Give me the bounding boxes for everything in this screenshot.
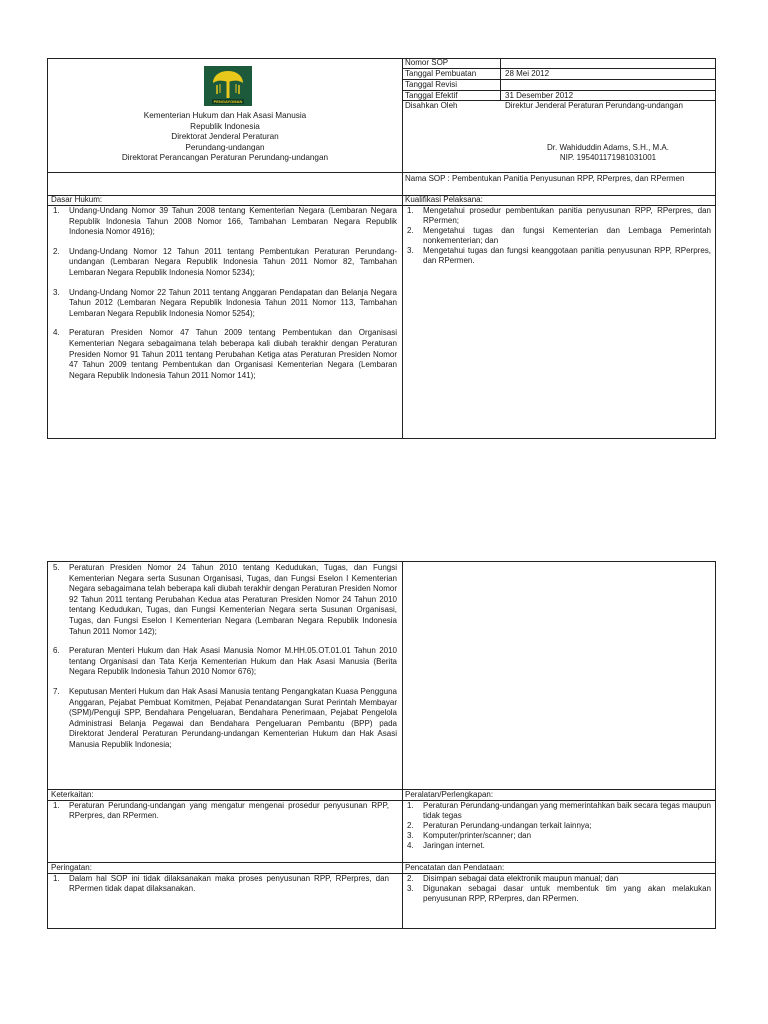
peralatan-title: Peralatan/Perlengkapan: bbox=[405, 790, 494, 799]
list-item bbox=[403, 226, 711, 246]
tanggal-pembuatan-value: 28 Mei 2012 bbox=[505, 69, 550, 78]
list-number: 3. bbox=[407, 884, 414, 893]
list-item bbox=[49, 247, 397, 279]
signer-nip: NIP. 195401171981031001 bbox=[559, 153, 657, 162]
disahkan-oleh-value: Direktur Jenderal Peraturan Perundang-undangan bbox=[505, 101, 683, 110]
list-item bbox=[49, 687, 397, 751]
list-item bbox=[49, 328, 397, 381]
nomor-sop-label: Nomor SOP bbox=[405, 58, 449, 67]
tanggal-pembuatan-label: Tanggal Pembuatan bbox=[405, 69, 477, 78]
list-item bbox=[403, 821, 711, 831]
list-number: 2. bbox=[407, 821, 414, 830]
keterkaitan-list bbox=[49, 801, 389, 821]
tanggal-revisi-label: Tanggal Revisi bbox=[405, 80, 458, 89]
pencatatan-list bbox=[403, 874, 711, 904]
list-item bbox=[49, 874, 389, 894]
list-item bbox=[403, 246, 711, 266]
list-text: Komputer/printer/scanner; dan bbox=[423, 831, 532, 840]
list-number: 3. bbox=[53, 287, 60, 297]
list-item bbox=[403, 874, 711, 884]
org-line: Kementerian Hukum dan Hak Asasi Manusia bbox=[143, 111, 307, 120]
list-text: Mengetahui prosedur pembentukan panitia penyusunan RPP, RPerpres, dan RPermen; bbox=[423, 206, 711, 225]
list-number: 1. bbox=[407, 206, 414, 215]
list-text: Digunakan sebagai dasar untuk membentuk tim yang akan melakukan penyusunan RPP, RPerpres, dan RPermen. bbox=[423, 884, 711, 903]
logo-text: PENGAYOMAN bbox=[213, 99, 243, 104]
list-text: Peraturan Perundang-undangan yang memerintahkan baik secara tegas maupun tidak tegas bbox=[423, 801, 711, 820]
header-rule bbox=[47, 172, 716, 173]
peringatan-list bbox=[49, 874, 389, 894]
list-number: 2. bbox=[407, 226, 414, 235]
section-rule bbox=[47, 789, 716, 790]
list-item bbox=[49, 563, 397, 637]
list-item bbox=[49, 646, 397, 678]
list-number: 6. bbox=[53, 646, 60, 656]
list-item bbox=[49, 206, 397, 238]
list-text: Jaringan internet. bbox=[423, 841, 485, 850]
list-text: Undang-Undang Nomor 22 Tahun 2011 tentang Anggaran Pendapatan dan Belanja Negara Tahun 2012 (Lembaran Negara Republik Indonesia Tahun 2011 Nomor 113, Tambahan Lembaran Negara Republik Indonesia Nomor 5254); bbox=[69, 287, 397, 318]
list-number: 1. bbox=[407, 801, 414, 810]
peringatan-title: Peringatan: bbox=[51, 863, 92, 872]
list-number: 4. bbox=[53, 328, 60, 338]
list-number: 1. bbox=[53, 206, 60, 215]
list-item bbox=[403, 884, 711, 904]
org-line: Republik Indonesia bbox=[190, 121, 260, 131]
list-item bbox=[403, 206, 711, 226]
dasar-hukum-list-continued bbox=[49, 563, 397, 751]
list-text: Undang-Undang Nomor 39 Tahun 2008 tentang Kementerian Negara (Lembaran Negara Republik Indonesia Tahun 2008 Nomor 166, Tambahan Lembaran Negara Republik Indonesia Nomor 4916); bbox=[69, 206, 397, 237]
list-text: Dalam hal SOP ini tidak dilaksanakan maka proses penyusunan RPP, RPerpres, dan RPermen tidak dapat dilaksanakan. bbox=[69, 874, 389, 893]
list-text: Keputusan Menteri Hukum dan Hak Asasi Manusia tentang Pengangkatan Kuasa Pengguna Anggaran, Pejabat Pembuat Komitmen, Pejabat Penandatangan Surat Perintah Membayar (SPM)/Penguji SPP, Bendahara Pengeluaran, Bendahara Penerimaan, Pejabat Pengelola Administrasi Belanja Pegawai dan Bendahara Pengeluaran Pembantu (BPP) pada Direktorat Jenderal Peraturan Perundang-undangan Kementerian Hukum dan Hak Asasi Manusia Republik Indonesia; bbox=[69, 686, 397, 749]
list-item bbox=[49, 288, 397, 320]
org-line: Direktorat Jenderal Peraturan bbox=[171, 132, 279, 141]
list-text: Peraturan Perundang-undangan yang mengatur mengenai prosedur penyusunan RPP, RPerpres, dan RPermen. bbox=[69, 801, 389, 820]
list-number: 4. bbox=[407, 841, 414, 850]
org-line: Perundang-undangan bbox=[185, 142, 265, 152]
tanggal-efektif-value: 31 Desember 2012 bbox=[505, 91, 574, 100]
org-line: Direktorat Perancangan Peraturan Perundang-undangan bbox=[121, 153, 329, 162]
organization-heading bbox=[48, 111, 402, 164]
list-item bbox=[403, 801, 711, 821]
list-text: Peraturan Menteri Hukum dan Hak Asasi Manusia Nomor M.HH.05.OT.01.01 Tahun 2010 tentang Organisasi dan Tata Kerja Kementerian Hukum dan Hak Asasi Manusia (Berita Negara Republik Indonesia Tahun 2010 Nomor 676); bbox=[69, 646, 397, 677]
list-number: 1. bbox=[53, 874, 60, 883]
list-text: Mengetahui tugas dan fungsi Kementerian dan Lembaga Pemerintah nonkementerian; dan bbox=[423, 226, 711, 245]
list-number: 2. bbox=[53, 246, 60, 256]
signer-name: Dr. Wahiduddin Adams, S.H., M.A. bbox=[547, 143, 669, 152]
list-text: Mengetahui tugas dan fungsi keanggotaan panitia penyusunan RPP, RPerpres, dan RPermen. bbox=[423, 246, 711, 265]
list-text: Peraturan Presiden Nomor 24 Tahun 2010 tentang Kedudukan, Tugas, dan Fungsi Kementerian Negara serta Susunan Organisasi, Tugas, dan Fungsi Eselon I Kementerian Negara sebagaimana telah beberapa kali diubah terakhir dengan Peraturan Presiden Nomor 92 Tahun 2011 tentang Perubahan Kedua atas Peraturan Presiden Nomor 24 Tahun 2010 tentang Kedudukan, Tugas, dan Fungsi Kementerian Negara serta Susunan Organisasi, Tugas, dan Fungsi Eselon I Kementerian Negara (Lembaran Negara Republik Indonesia Tahun 2011 Nomor 142); bbox=[69, 563, 397, 636]
list-number: 3. bbox=[407, 246, 414, 255]
list-number: 1. bbox=[53, 801, 60, 810]
list-text: Undang-Undang Nomor 12 Tahun 2011 tentang Pembentukan Peraturan Perundang-undangan (Lembaran Negara Republik Indonesia Tahun 2011 Nomor 82, Tambahan Lembaran Negara Republik Indonesia Nomor 5234); bbox=[69, 246, 397, 277]
keterkaitan-title: Keterkaitan: bbox=[51, 790, 94, 799]
dasar-hukum-list bbox=[49, 206, 397, 381]
kualifikasi-list bbox=[403, 206, 711, 266]
pencatatan-title: Pencatatan dan Pendataan: bbox=[405, 863, 505, 872]
tanggal-efektif-label: Tanggal Efektif bbox=[405, 91, 458, 100]
list-number: 5. bbox=[53, 563, 60, 572]
list-item bbox=[403, 831, 711, 841]
list-text: Peraturan Perundang-undangan terkait lainnya; bbox=[423, 821, 592, 830]
peralatan-list bbox=[403, 801, 711, 851]
kualifikasi-title: Kualifikasi Pelaksana: bbox=[405, 195, 483, 204]
dasar-hukum-title: Dasar Hukum: bbox=[51, 195, 103, 204]
list-item bbox=[403, 841, 711, 851]
section-rule bbox=[47, 862, 716, 863]
ministry-logo bbox=[204, 66, 252, 106]
list-number: 7. bbox=[53, 686, 60, 696]
list-item bbox=[49, 801, 389, 821]
nama-sop-rule bbox=[47, 195, 716, 196]
list-text: Disimpan sebagai data elektronik maupun manual; dan bbox=[423, 874, 619, 883]
list-number: 2. bbox=[407, 874, 414, 883]
list-text: Peraturan Presiden Nomor 47 Tahun 2009 tentang Pembentukan dan Organisasi Kementerian Negara sebagaimana telah beberapa kali diubah terakhir dengan Peraturan Presiden Nomor 91 Tahun 2011 tentang Perubahan Ketiga atas Peraturan Presiden Nomor 47 Tahun 2009 tentang Pembentukan dan Organisasi Kementerian Negara (Lembaran Negara Republik Indonesia Tahun 2011 Nomor 141); bbox=[69, 328, 397, 380]
list-number: 3. bbox=[407, 831, 414, 840]
nama-sop: Nama SOP : Pembentukan Panitia Penyusunan RPP, RPerpres, dan RPermen bbox=[405, 174, 685, 183]
disahkan-oleh-label: Disahkan Oleh bbox=[405, 101, 458, 110]
